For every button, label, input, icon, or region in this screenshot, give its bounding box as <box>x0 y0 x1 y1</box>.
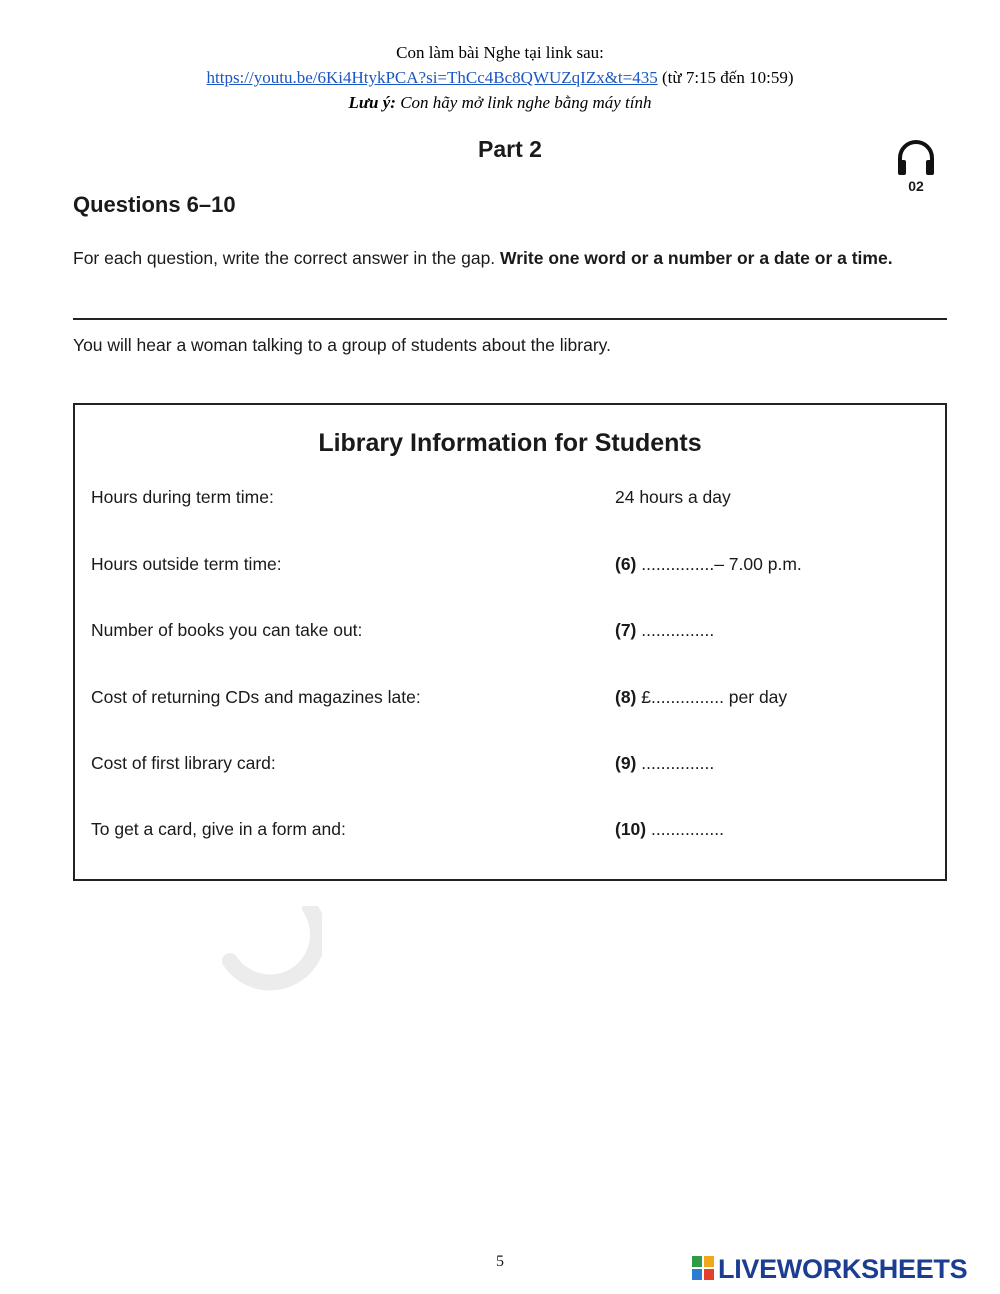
answer-gap[interactable]: ............... <box>641 554 715 574</box>
info-row <box>91 554 931 582</box>
track-number: 02 <box>908 178 924 194</box>
info-box-title: Library Information for Students <box>318 429 702 457</box>
liveworksheets-logo-icon <box>692 1256 714 1280</box>
question-number: (8) <box>615 687 637 707</box>
time-range-note: (từ 7:15 đến 10:59) <box>657 68 794 87</box>
listening-link[interactable]: https://youtu.be/6Ki4HtykPCA?si=ThCc4Bc8QWUZqIZx&t=435 <box>206 68 658 87</box>
answer-suffix: – 7.00 p.m. <box>714 554 802 574</box>
row-answer <box>615 753 714 774</box>
listening-context: You will hear a woman talking to a group of students about the library. <box>73 335 611 355</box>
question-number: (7) <box>615 620 637 640</box>
row-label: Hours outside term time: <box>91 554 282 574</box>
row-label: Cost of returning CDs and magazines late: <box>91 687 421 707</box>
row-label: To get a card, give in a form and: <box>91 819 346 839</box>
info-box <box>73 403 947 881</box>
row-answer <box>615 487 731 508</box>
answer-gap[interactable]: ............... <box>651 687 724 707</box>
row-answer <box>615 554 802 575</box>
info-row <box>91 620 931 648</box>
decorative-arc <box>222 906 322 996</box>
row-answer <box>615 620 714 641</box>
info-row <box>91 487 931 515</box>
instruction-plain: For each question, write the correct answer in the gap. <box>73 248 501 268</box>
intro-text: Con làm bài Nghe tại link sau: <box>396 43 604 62</box>
page-number: 5 <box>496 1253 504 1270</box>
part-title: Part 2 <box>478 136 542 162</box>
headphones-icon-graphic <box>896 138 936 178</box>
question-number: (10) <box>615 819 647 839</box>
instruction-bold: Write one word or a number or a date or a time. <box>500 248 893 268</box>
info-row <box>91 753 931 781</box>
answer-gap[interactable]: ............... <box>641 753 715 773</box>
instructions <box>73 246 933 270</box>
note-text: Con hãy mở link nghe bằng máy tính <box>395 93 652 112</box>
intro-line <box>0 43 1000 63</box>
note-label: Lưu ý: <box>348 93 396 112</box>
questions-heading: Questions 6–10 <box>73 192 236 217</box>
row-label: Cost of first library card: <box>91 753 276 773</box>
brand-name: LIVEWORKSHEETS <box>718 1254 968 1284</box>
row-answer <box>615 819 724 840</box>
answer-prefix: £ <box>641 687 651 707</box>
answer-suffix: per day <box>723 687 788 707</box>
info-row <box>91 819 931 847</box>
headphones-icon <box>896 138 936 198</box>
note-line <box>0 93 1000 113</box>
listening-link-line <box>0 68 1000 88</box>
answer-text: 24 hours a day <box>615 487 731 507</box>
row-label: Number of books you can take out: <box>91 620 363 640</box>
answer-gap[interactable]: ............... <box>641 620 715 640</box>
question-number: (9) <box>615 753 637 773</box>
info-row <box>91 687 931 715</box>
row-answer <box>615 687 787 708</box>
answer-gap[interactable]: ............... <box>651 819 724 839</box>
row-label: Hours during term time: <box>91 487 274 507</box>
divider <box>73 318 947 320</box>
question-number: (6) <box>615 554 637 574</box>
